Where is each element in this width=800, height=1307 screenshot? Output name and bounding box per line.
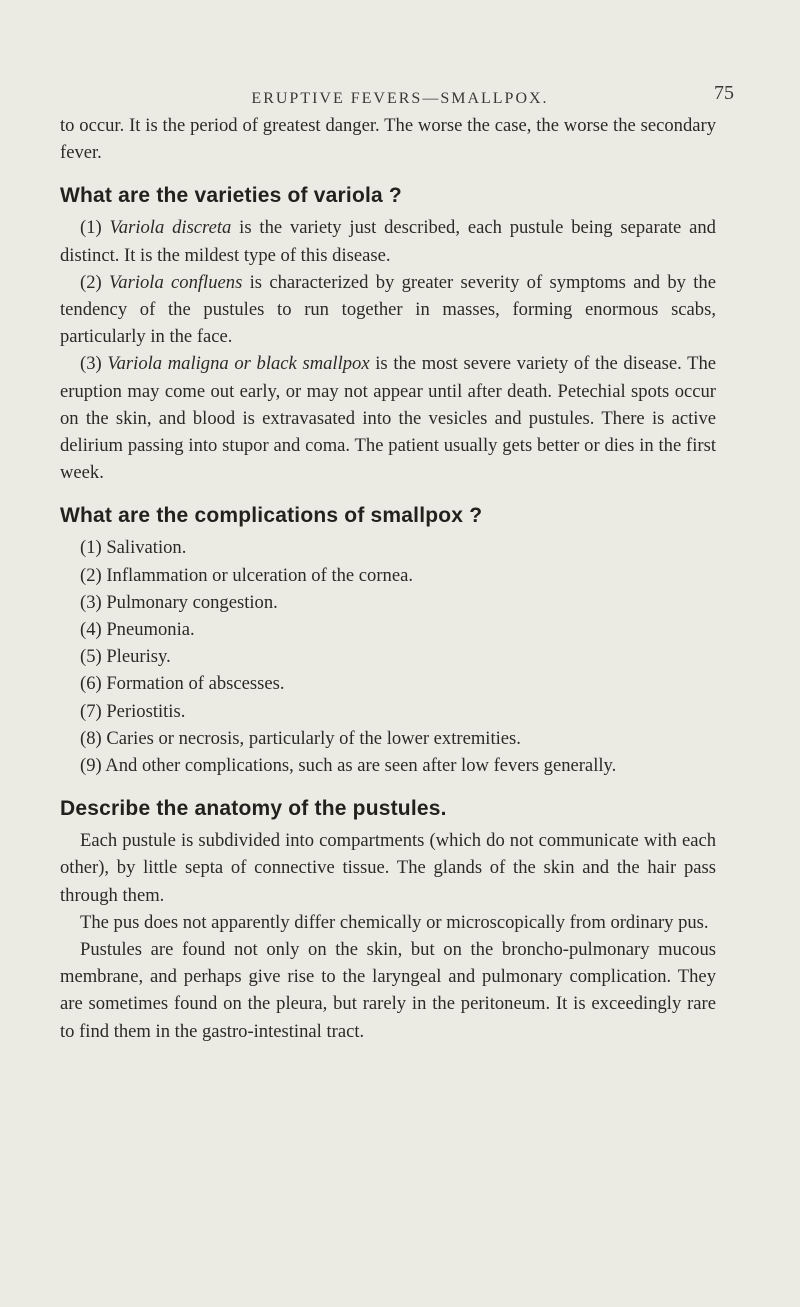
variety-paragraph-confluens [60, 269, 716, 351]
complication-item: (7) Periostitis. [80, 700, 186, 722]
complication-item: (6) Formation of abscesses. [80, 673, 285, 695]
anatomy-paragraph: The pus does not apparently differ chemically or microscopically from ordinary pus. [80, 911, 709, 933]
variety-number: (3) [80, 353, 108, 375]
page-number: 75 [714, 82, 734, 104]
opening-paragraph: to occur. It is the period of greatest danger. The worse the case, the worse the secondary fever. [60, 115, 716, 164]
variety-description: is the most severe variety of the disease. The eruption may come out early, or may not appear until after death. Petechial spots occur on the skin, and blood is extravasated into the vesicles and pustules. There is active delirium passing into stupor and coma. The patient usually gets better or dies in the first week. [60, 353, 716, 484]
complication-item: (3) Pulmonary congestion. [80, 591, 278, 613]
complication-item: (5) Pleurisy. [80, 646, 171, 668]
variety-description: is the variety just described, each pustule being separate and distinct. It is the mildest type of this disease. [60, 217, 716, 266]
question-varieties-heading: What are the varieties of variola ? [60, 184, 402, 208]
complication-item: (2) Inflammation or ulceration of the cornea. [80, 564, 413, 586]
page-body [60, 112, 716, 1045]
variety-number: (1) [80, 217, 110, 239]
anatomy-paragraph: Pustules are found not only on the skin, but on the broncho-pulmonary mucous membrane, and perhaps give rise to the laryngeal and pulmonary complication. They are sometimes found on the pleura, but rarely in the peritoneum. It is exceedingly rare to find them in the gastro-intestinal tract. [60, 939, 716, 1042]
complication-item: (9) And other complications, such as are seen after low fevers generally. [80, 755, 617, 777]
complication-item: (1) Salivation. [80, 537, 187, 559]
complication-item: (8) Caries or necrosis, particularly of the lower extremities. [80, 727, 521, 749]
variety-paragraph-maligna [60, 350, 716, 486]
running-head: ERUPTIVE FEVERS—SMALLPOX. [251, 90, 549, 107]
question-anatomy-heading: Describe the anatomy of the pustules. [60, 797, 447, 821]
complication-item: (4) Pneumonia. [80, 619, 195, 641]
variety-paragraph-discreta [60, 214, 716, 268]
variety-term: Variola confluens [108, 271, 243, 293]
variety-term: Variola discreta [109, 217, 232, 239]
anatomy-paragraph: Each pustule is subdivided into compartments (which do not communicate with each other), by little septa of connective tissue. The glands of the skin and the hair pass through them. [60, 830, 716, 906]
question-complications-heading: What are the complications of smallpox ? [60, 504, 483, 528]
variety-description: is characterized by greater severity of symptoms and by the tendency of the pustules to run together in masses, forming enormous scabs, particularly in the face. [60, 271, 716, 348]
variety-term: Variola maligna or black smallpox [107, 353, 370, 375]
variety-number: (2) [80, 271, 109, 293]
